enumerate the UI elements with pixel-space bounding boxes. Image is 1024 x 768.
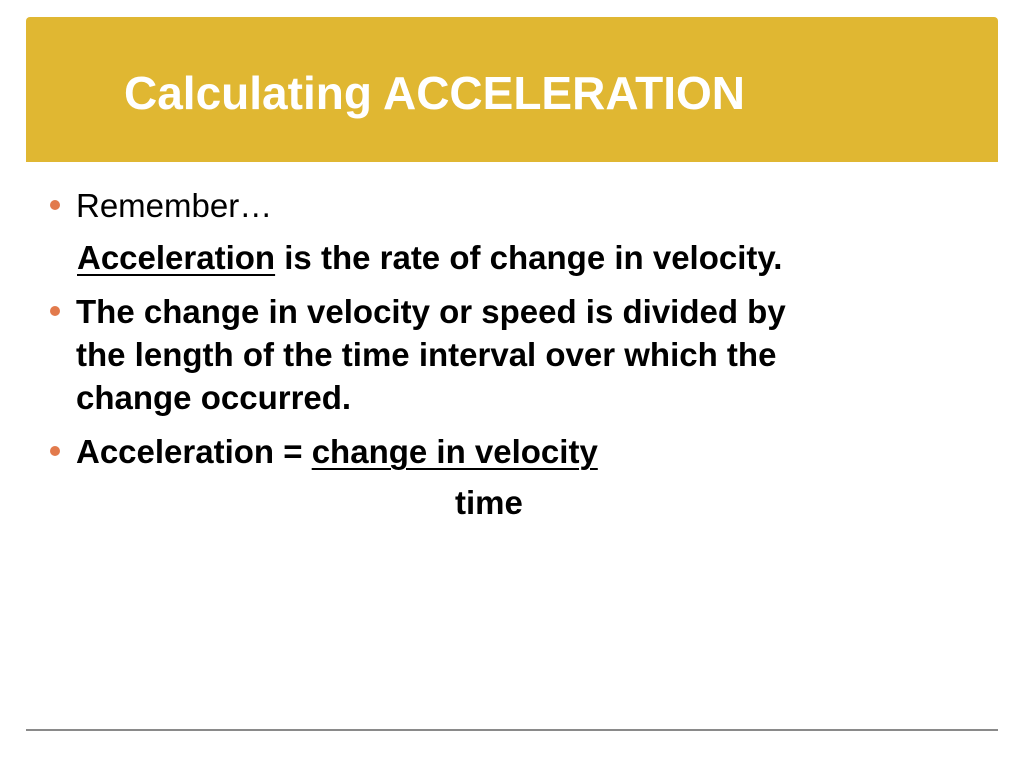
bullet-1-text: Remember…	[76, 187, 273, 224]
bullet-3-dot	[50, 446, 60, 456]
formula-prefix: Acceleration =	[76, 433, 312, 470]
slide-title: Calculating ACCELERATION	[124, 67, 746, 119]
definition-term: Acceleration	[77, 239, 276, 276]
formula-line	[76, 430, 598, 473]
bullet-2-line-2: the length of the time interval over which the	[76, 336, 777, 373]
formula-denominator: time	[455, 484, 523, 521]
definition-rest: is the rate of change in velocity.	[275, 239, 783, 276]
footer-rule	[26, 729, 998, 731]
bullet-2-line-1: The change in velocity or speed is divided by	[76, 293, 786, 330]
bullet-2-line-3: change occurred.	[76, 379, 352, 416]
bullet-1-dot	[50, 200, 60, 210]
formula-numerator: change in velocity	[311, 433, 598, 470]
definition-line	[77, 236, 782, 279]
bullet-2-dot	[50, 306, 60, 316]
